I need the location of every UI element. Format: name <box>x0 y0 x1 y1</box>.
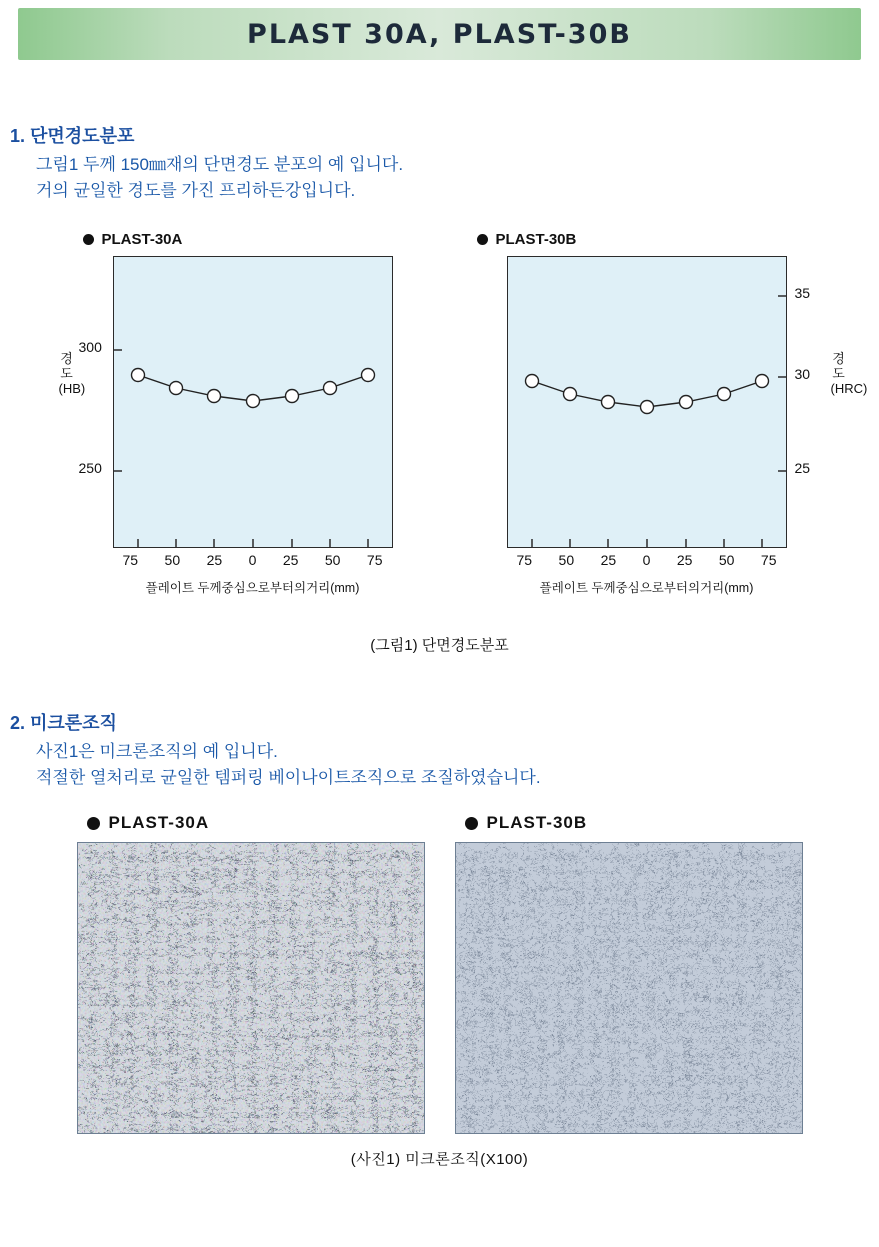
chart-a-ytick-300: 300 <box>78 338 102 355</box>
chart-b-xtick-1: 50 <box>558 551 575 568</box>
bullet-icon <box>465 817 478 830</box>
micrograph-b <box>455 842 803 1134</box>
chart-a-xtick-1: 50 <box>164 551 181 568</box>
chart-plast-30b <box>451 230 868 595</box>
section-hardness-distribution <box>0 122 879 655</box>
chart-plast-30a <box>57 230 429 595</box>
photo1-caption: (사진1) 미크론조직(X100) <box>350 1151 529 1169</box>
chart-a-plot-area <box>113 256 393 548</box>
chart-a-ylabel: 경 도 (HB) <box>58 350 86 396</box>
photo-a-title-row <box>87 813 425 833</box>
chart-a-xtick-0: 75 <box>122 551 139 568</box>
page-header-banner <box>18 8 861 60</box>
chart-a-xtick-4: 25 <box>282 551 299 568</box>
chart-b-xticks <box>507 552 787 568</box>
photo-row <box>0 813 879 1134</box>
section-microstructure <box>0 709 879 1170</box>
bullet-icon <box>83 234 94 245</box>
section1-line-1: 그림1 두께 150㎜재의 단면경도 분포의 예 입니다. <box>36 155 404 174</box>
section1-line-2: 거의 균일한 경도를 가진 프리하든강입니다. <box>36 181 356 201</box>
chart-a-xtick-5: 50 <box>324 551 341 568</box>
photo-b-title-row <box>465 813 803 833</box>
bullet-icon <box>87 817 100 830</box>
chart-b-title: PLAST-30B <box>495 230 577 248</box>
chart-b-ytick-35: 35 <box>794 284 811 301</box>
chart-row <box>0 230 879 595</box>
chart-a-plot-wrap <box>57 256 429 595</box>
photo-a-title: PLAST-30A <box>108 813 210 833</box>
chart-a-xtick-3: 0 <box>248 551 257 568</box>
chart-a-xtick-6: 75 <box>366 551 383 568</box>
section2-line-1: 사진1은 미크론조직의 예 입니다. <box>36 741 278 761</box>
page-title: PLAST 30A, PLAST-30B <box>247 18 632 50</box>
chart-b-xtick-4: 25 <box>676 551 693 568</box>
chart-b-plot-wrap <box>451 256 868 595</box>
chart-a-xtick-2: 25 <box>206 551 223 568</box>
chart-a-axis-caption: 플레이트 두께중심으로부터의거리(mm) <box>145 580 360 595</box>
chart-a-title: PLAST-30A <box>101 230 183 248</box>
section2-body <box>36 739 879 792</box>
chart-b-axis-caption: 플레이트 두께중심으로부터의거리(mm) <box>539 580 754 595</box>
chart-b-xtick-3: 0 <box>642 551 651 568</box>
chart-a-title-row <box>83 231 429 248</box>
chart-b-ytick-30: 30 <box>794 365 811 382</box>
chart-b-xtick-5: 50 <box>718 551 735 568</box>
chart-b-ylabel: 경 도(HRC) <box>830 350 868 396</box>
chart-a-ytick-250: 250 <box>78 459 102 476</box>
chart-a-xticks <box>113 552 393 568</box>
figure1-caption: (그림1) 단면경도분포 <box>370 636 509 654</box>
section2-line-2: 적절한 열처리로 균일한 템퍼링 베이나이트조직으로 조질하였습니다. <box>36 768 541 788</box>
section2-heading: 2. 미크론조직 <box>10 712 117 733</box>
chart-b-title-row <box>477 231 823 248</box>
micrograph-a <box>77 842 425 1134</box>
bullet-icon <box>477 234 488 245</box>
section1-body <box>36 152 879 205</box>
chart-b-xtick-6: 75 <box>760 551 777 568</box>
chart-b-plot-area <box>507 256 787 548</box>
photo-plast-30a <box>77 813 425 1134</box>
chart-b-ytick-25: 25 <box>794 459 811 476</box>
chart-b-xtick-0: 75 <box>516 551 533 568</box>
photo-plast-30b <box>455 813 803 1134</box>
photo-b-title: PLAST-30B <box>486 813 588 833</box>
section1-heading: 1. 단면경도분포 <box>10 126 135 146</box>
chart-b-xtick-2: 25 <box>600 551 617 568</box>
